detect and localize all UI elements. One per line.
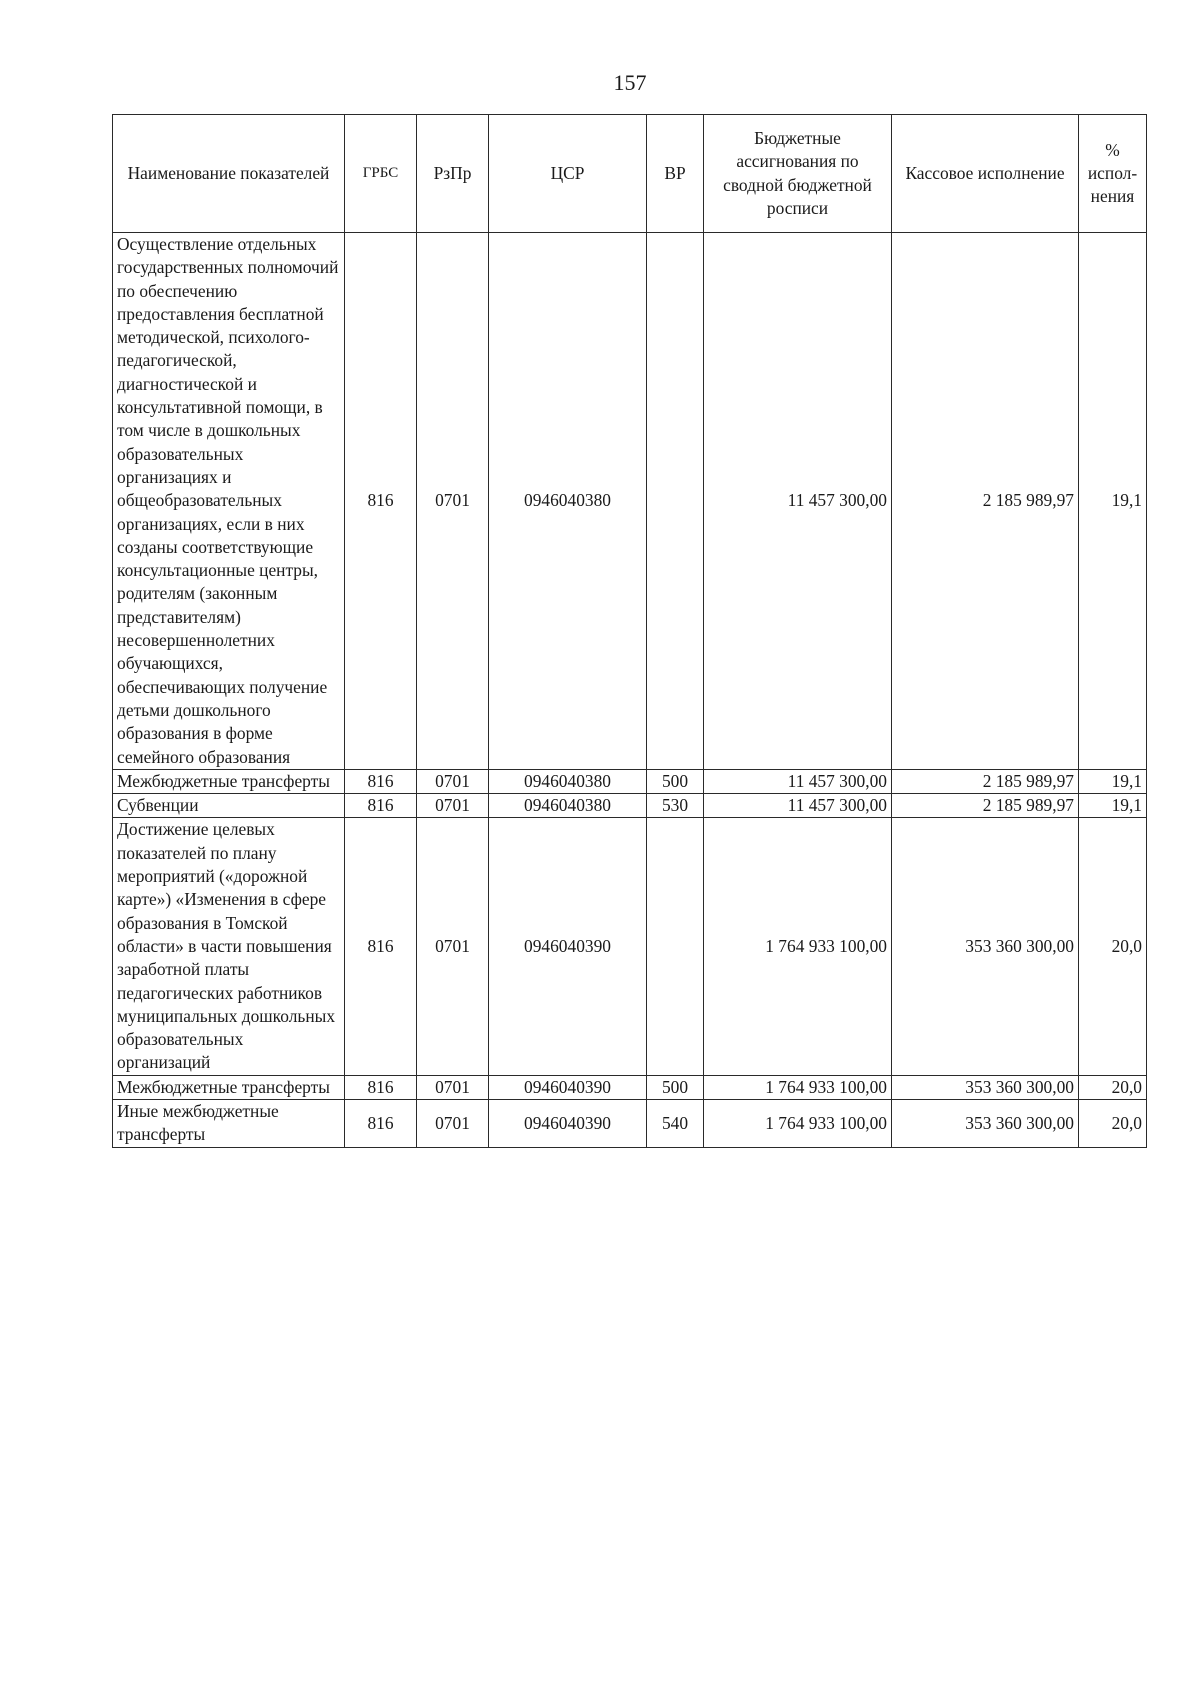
row-rzpr: 0701 [417, 1099, 489, 1147]
row-budget: 1 764 933 100,00 [704, 1099, 892, 1147]
row-budget: 1 764 933 100,00 [704, 1075, 892, 1099]
page-number: 157 [613, 70, 647, 95]
row-percent: 20,0 [1079, 818, 1147, 1075]
budget-execution-table [112, 114, 1147, 1148]
row-percent: 19,1 [1079, 769, 1147, 793]
row-grbs: 816 [345, 818, 417, 1075]
row-grbs: 816 [345, 233, 417, 770]
row-name: Достижение целевых показателей по плану мероприятий («дорожной карте») «Изменения в сфере образования в Томской области» в части повышения заработной платы педагогических работников муниципальных дошкольных образовательных организаций [113, 818, 345, 1075]
row-cash: 2 185 989,97 [892, 233, 1079, 770]
header-percent: % испол-нения [1079, 115, 1147, 233]
row-percent: 20,0 [1079, 1075, 1147, 1099]
row-cash: 353 360 300,00 [892, 1075, 1079, 1099]
row-grbs: 816 [345, 1099, 417, 1147]
table-row [113, 794, 1147, 818]
table-row [113, 769, 1147, 793]
row-name: Межбюджетные трансферты [113, 1075, 345, 1099]
row-csr: 0946040390 [489, 1075, 647, 1099]
row-budget: 11 457 300,00 [704, 794, 892, 818]
row-name: Субвенции [113, 794, 345, 818]
row-cash: 353 360 300,00 [892, 818, 1079, 1075]
table-row [113, 233, 1147, 770]
table-header-row [113, 115, 1147, 233]
header-vr: ВР [647, 115, 704, 233]
row-budget: 1 764 933 100,00 [704, 818, 892, 1075]
row-rzpr: 0701 [417, 794, 489, 818]
row-csr: 0946040380 [489, 794, 647, 818]
header-name: Наименование показателей [113, 115, 345, 233]
row-grbs: 816 [345, 794, 417, 818]
row-rzpr: 0701 [417, 1075, 489, 1099]
row-csr: 0946040380 [489, 233, 647, 770]
row-vr [647, 818, 704, 1075]
row-cash: 2 185 989,97 [892, 794, 1079, 818]
table-row [113, 1075, 1147, 1099]
row-name: Осуществление отдельных государственных полномочий по обеспечению предоставления бесплатной методической, психолого-педагогической, диагностической и консультативной помощи, в том числе в дошкольных образовательных организациях и общеобразовательных организациях, если в них созданы соответствующие консультационные центры, родителям (законным представителям) несовершеннолетних обучающихся, обеспечивающих получение детьми дошкольного образования в форме семейного образования [113, 233, 345, 770]
header-cash: Кассовое исполнение [892, 115, 1079, 233]
table-row [113, 1099, 1147, 1147]
row-cash: 2 185 989,97 [892, 769, 1079, 793]
row-grbs: 816 [345, 769, 417, 793]
row-vr: 540 [647, 1099, 704, 1147]
row-grbs: 816 [345, 1075, 417, 1099]
row-name: Межбюджетные трансферты [113, 769, 345, 793]
row-percent: 20,0 [1079, 1099, 1147, 1147]
header-grbs: ГРБС [345, 115, 417, 233]
row-percent: 19,1 [1079, 794, 1147, 818]
row-csr: 0946040380 [489, 769, 647, 793]
row-rzpr: 0701 [417, 769, 489, 793]
header-rzpr: РзПр [417, 115, 489, 233]
row-percent: 19,1 [1079, 233, 1147, 770]
row-rzpr: 0701 [417, 818, 489, 1075]
header-budget: Бюджетные ассигнования по сводной бюджетной росписи [704, 115, 892, 233]
row-cash: 353 360 300,00 [892, 1099, 1079, 1147]
row-vr: 530 [647, 794, 704, 818]
row-budget: 11 457 300,00 [704, 233, 892, 770]
table-row [113, 818, 1147, 1075]
header-csr: ЦСР [489, 115, 647, 233]
row-csr: 0946040390 [489, 818, 647, 1075]
row-name: Иные межбюджетные трансферты [113, 1099, 345, 1147]
row-vr: 500 [647, 1075, 704, 1099]
row-csr: 0946040390 [489, 1099, 647, 1147]
row-budget: 11 457 300,00 [704, 769, 892, 793]
row-vr [647, 233, 704, 770]
row-vr: 500 [647, 769, 704, 793]
row-rzpr: 0701 [417, 233, 489, 770]
